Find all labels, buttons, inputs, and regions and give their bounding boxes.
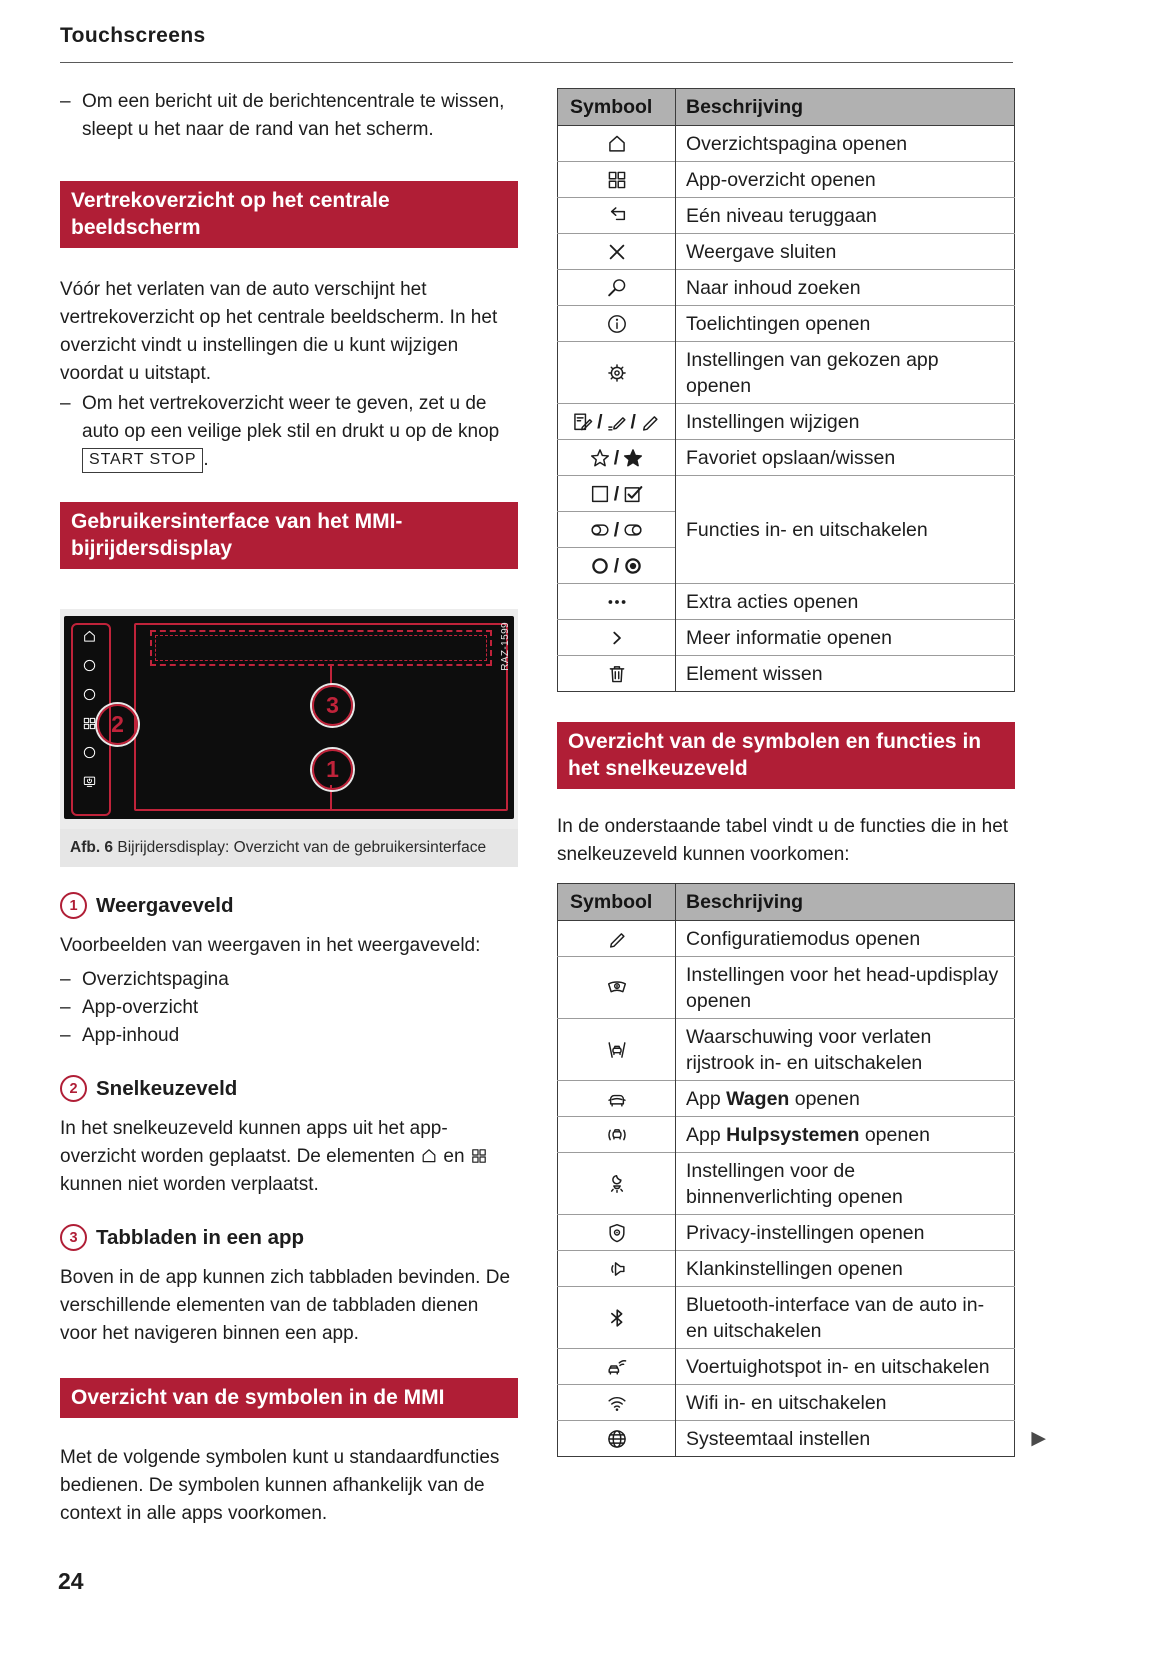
globe-icon <box>606 1428 628 1450</box>
description-cell: Weergave sluiten <box>676 234 1015 270</box>
description-column-header: Beschrijving <box>676 884 1015 921</box>
symbol-cell <box>558 548 676 584</box>
symbol-cell <box>558 404 676 440</box>
symbol-cell <box>558 1019 676 1081</box>
subsection-title: Snelkeuzeveld <box>96 1076 238 1100</box>
driver-assist-icon <box>606 1124 628 1146</box>
figure-callout-1: 1 <box>312 749 353 790</box>
list-item <box>60 1022 518 1050</box>
radio-unchecked-icon <box>589 555 611 577</box>
table-row <box>558 126 1015 162</box>
app-slot-icon <box>82 745 97 760</box>
description-cell: App-overzicht openen <box>676 162 1015 198</box>
table-row <box>558 1215 1015 1251</box>
table-row <box>558 404 1015 440</box>
description-cell: Systeemtaal instellen ▶ <box>676 1421 1015 1457</box>
wifi-icon <box>606 1392 628 1414</box>
paragraph-text: kunnen niet worden verplaatst. <box>60 1174 319 1195</box>
description-column-header: Beschrijving <box>676 89 1015 126</box>
description-cell: Naar inhoud zoeken <box>676 270 1015 306</box>
symbol-cell <box>558 306 676 342</box>
figure-watermark: RAZ-1599 <box>500 622 511 671</box>
quick-select-bar <box>72 629 106 789</box>
slash-separator: / <box>613 518 620 541</box>
checkbox-checked-icon <box>622 483 644 505</box>
symbol-column-header: Symbool <box>558 884 676 921</box>
callout-number-1: 1 <box>60 892 87 919</box>
close-icon <box>606 241 628 263</box>
home-icon <box>420 1146 438 1167</box>
section-heading-symbolen-mmi: Overzicht van de symbolen in de MMI <box>60 1378 518 1418</box>
tab-bar-annotation-outline <box>150 630 492 666</box>
figure-callout-2: 2 <box>97 704 138 745</box>
description-cell: Favoriet opslaan/wissen <box>676 440 1015 476</box>
description-cell: Instellingen voor het head-updisplay openen <box>676 957 1015 1019</box>
paragraph: In de onderstaande tabel vindt u de functies die in het snelkeuzeveld kunnen voorkomen: <box>557 816 1009 865</box>
edit-note-icon <box>572 411 594 433</box>
back-icon <box>606 205 628 227</box>
subsection-tabbladen <box>60 1224 518 1251</box>
table-header-row <box>558 884 1015 921</box>
bluetooth-icon <box>606 1307 628 1329</box>
callout-number-3: 3 <box>60 1224 87 1251</box>
description-cell: Instellingen wijzigen <box>676 404 1015 440</box>
slash-separator: / <box>613 446 620 469</box>
description-cell: Functies in- en uitschakelen <box>676 476 1015 584</box>
app-grid-icon <box>606 169 628 191</box>
symbol-cell <box>558 162 676 198</box>
table-row <box>558 1081 1015 1117</box>
radio-checked-icon <box>622 555 644 577</box>
right-column <box>557 88 1046 1457</box>
app-slot-icon <box>82 687 97 702</box>
description-cell: Wifi in- en uitschakelen <box>676 1385 1015 1421</box>
pencil-icon <box>606 928 628 950</box>
figure-callout-3: 3 <box>312 685 353 726</box>
start-stop-button-label: START STOP <box>82 448 203 473</box>
symbol-cell <box>558 198 676 234</box>
symbol-cell <box>558 1421 676 1457</box>
page-continues-arrow: ▶ <box>1031 1427 1046 1449</box>
list-item-text: Om een bericht uit de berichtencentrale te wissen, sleept u het naar de rand van het scherm. <box>82 91 505 140</box>
table-row <box>558 270 1015 306</box>
paragraph <box>60 1115 518 1199</box>
figure-bijrijdersdisplay <box>60 609 518 829</box>
paragraph-text: In het snelkeuzeveld kunnen apps uit het app-overzicht worden geplaatst. De elementen <box>60 1118 448 1167</box>
snelkeuzeveld-functions-table <box>557 883 1046 1457</box>
list-item-text: Overzichtspagina <box>82 969 229 990</box>
toggle-left-icon <box>589 519 611 541</box>
star-filled-icon <box>622 447 644 469</box>
subsection-snelkeuzeveld <box>60 1075 518 1102</box>
list-item <box>60 88 518 144</box>
description-cell: Instellingen van gekozen app openen <box>676 342 1015 404</box>
description-cell: App Wagen openen <box>676 1081 1015 1117</box>
list-item-text: App-overzicht <box>82 997 199 1018</box>
list-item <box>60 966 518 994</box>
paragraph-text: en <box>438 1146 470 1167</box>
symbol-cell <box>558 1385 676 1421</box>
subsection-title: Tabbladen in een app <box>96 1225 305 1249</box>
gear-icon <box>606 362 628 384</box>
list-item-text: . <box>203 449 209 470</box>
table-row <box>558 342 1015 404</box>
figure-caption-text: Bijrijdersdisplay: Overzicht van de gebruikersinterface <box>117 839 487 856</box>
description-cell: Bluetooth-interface van de auto in- en uitschakelen <box>676 1287 1015 1349</box>
app-grid-icon <box>470 1146 488 1167</box>
car-icon <box>606 1088 628 1110</box>
chevron-right-icon <box>606 627 628 649</box>
section-heading-gebruikersinterface: Gebruikersinterface van het MMI-bijrijdersdisplay <box>60 502 518 569</box>
table-row <box>558 306 1015 342</box>
description-cell: App Hulpsystemen openen <box>676 1117 1015 1153</box>
head-up-display-icon <box>606 977 628 999</box>
figure-caption-label: Afb. 6 <box>70 839 114 856</box>
home-icon <box>82 629 97 644</box>
page-number: 24 <box>58 1568 84 1594</box>
symbol-cell <box>558 126 676 162</box>
description-cell: Element wissen <box>676 656 1015 692</box>
list-item-text: App-inhoud <box>82 1025 180 1046</box>
description-cell: Extra acties openen <box>676 584 1015 620</box>
lane-departure-icon <box>606 1039 628 1061</box>
symbol-cell <box>558 957 676 1019</box>
privacy-shield-icon <box>606 1222 628 1244</box>
description-cell: Waarschuwing voor verlaten rijstrook in- en uitschakelen <box>676 1019 1015 1081</box>
symbol-cell <box>558 1287 676 1349</box>
description-cell: Klankinstellingen openen <box>676 1251 1015 1287</box>
edit-lines-icon <box>606 411 628 433</box>
table-row <box>558 440 1015 476</box>
paragraph: Met de volgende symbolen kunt u standaardfuncties bedienen. De symbolen kunnen afhankelijk van de context in alle apps voorkomen. <box>60 1447 500 1524</box>
table-row <box>558 1385 1015 1421</box>
speaker-icon <box>606 1258 628 1280</box>
list-item <box>60 994 518 1022</box>
symbol-cell <box>558 342 676 404</box>
symbol-cell <box>558 512 676 548</box>
description-cell: Eén niveau teruggaan <box>676 198 1015 234</box>
checkbox-unchecked-icon <box>589 483 611 505</box>
figure-caption <box>60 829 518 867</box>
list-item <box>60 390 518 474</box>
symbol-cell <box>558 584 676 620</box>
table-row <box>558 198 1015 234</box>
ellipsis-icon <box>606 591 628 613</box>
description-cell: Configuratiemodus openen <box>676 921 1015 957</box>
section-heading-vertrekoverzicht: Vertrekoverzicht op het centrale beeldscherm <box>60 181 518 248</box>
table-row <box>558 620 1015 656</box>
table-row <box>558 1287 1015 1349</box>
subsection-weergaveveld <box>60 892 518 919</box>
table-row <box>558 476 1015 512</box>
slash-separator: / <box>613 482 620 505</box>
search-icon <box>606 277 628 299</box>
slash-separator: / <box>630 410 636 433</box>
table-row <box>558 921 1015 957</box>
header-rule <box>60 62 1013 63</box>
pencil-icon <box>639 411 661 433</box>
symbol-column-header: Symbool <box>558 89 676 126</box>
callout-number-2: 2 <box>60 1075 87 1102</box>
table-row <box>558 234 1015 270</box>
symbol-cell <box>558 1081 676 1117</box>
symbol-cell <box>558 476 676 512</box>
table-header-row <box>558 89 1015 126</box>
paragraph: Boven in de app kunnen zich tabbladen bevinden. De verschillende elementen van de tabbladen dienen voor het navigeren binnen een app. <box>60 1267 511 1344</box>
description-cell: Meer informatie openen <box>676 620 1015 656</box>
vehicle-hotspot-icon <box>606 1356 628 1378</box>
table-row <box>558 162 1015 198</box>
symbol-cell <box>558 234 676 270</box>
description-cell: Overzichtspagina openen <box>676 126 1015 162</box>
table-row <box>558 1019 1015 1081</box>
table-row <box>558 1251 1015 1287</box>
symbol-cell <box>558 656 676 692</box>
app-name: Wagen <box>726 1087 790 1110</box>
display-screen <box>64 616 514 819</box>
table-row <box>558 584 1015 620</box>
app-grid-icon <box>82 716 97 731</box>
slash-separator: / <box>613 554 620 577</box>
app-slot-icon <box>82 658 97 673</box>
star-outline-icon <box>589 447 611 469</box>
symbol-cell <box>558 270 676 306</box>
slash-separator: / <box>597 410 603 433</box>
callout-line <box>330 664 332 686</box>
section-heading-snelkeuzeveld-symbolen: Overzicht van de symbolen en functies in het snelkeuzeveld <box>557 722 1015 789</box>
paragraph: Voorbeelden van weergaven in het weergaveveld: <box>60 935 481 956</box>
table-row <box>558 1421 1015 1457</box>
symbol-cell <box>558 1117 676 1153</box>
symbol-cell <box>558 1251 676 1287</box>
toggle-right-icon <box>622 519 644 541</box>
symbol-cell <box>558 1349 676 1385</box>
description-cell: Toelichtingen openen <box>676 306 1015 342</box>
paragraph: Vóór het verlaten van de auto verschijnt het vertrekoverzicht op het centrale beeldscherm. In het overzicht vindt u instellingen die u kunt wijzigen voordat u uitstapt. <box>60 279 498 384</box>
symbol-cell <box>558 921 676 957</box>
display-settings-icon <box>82 774 97 789</box>
symbol-cell <box>558 440 676 476</box>
home-icon <box>606 133 628 155</box>
info-icon <box>606 313 628 335</box>
app-name: Hulpsystemen <box>726 1123 860 1146</box>
table-row <box>558 1117 1015 1153</box>
description-cell: Instellingen voor de binnenverlichting openen <box>676 1153 1015 1215</box>
table-row <box>558 1153 1015 1215</box>
description-cell: Privacy-instellingen openen <box>676 1215 1015 1251</box>
left-column <box>60 88 518 1528</box>
page-header-title: Touchscreens <box>60 24 206 47</box>
table-row <box>558 656 1015 692</box>
symbol-cell <box>558 1215 676 1251</box>
list-item-text: Om het vertrekoverzicht weer te geven, zet u de auto op een veilige plek stil en drukt u op de knop <box>82 393 500 442</box>
interior-light-icon <box>606 1173 628 1195</box>
symbol-cell <box>558 620 676 656</box>
table-row <box>558 957 1015 1019</box>
mmi-symbols-table <box>557 88 1015 692</box>
table-row <box>558 1349 1015 1385</box>
symbol-cell <box>558 1153 676 1215</box>
description-cell: Voertuighotspot in- en uitschakelen <box>676 1349 1015 1385</box>
subsection-title: Weergaveveld <box>96 893 234 917</box>
trash-icon <box>606 663 628 685</box>
